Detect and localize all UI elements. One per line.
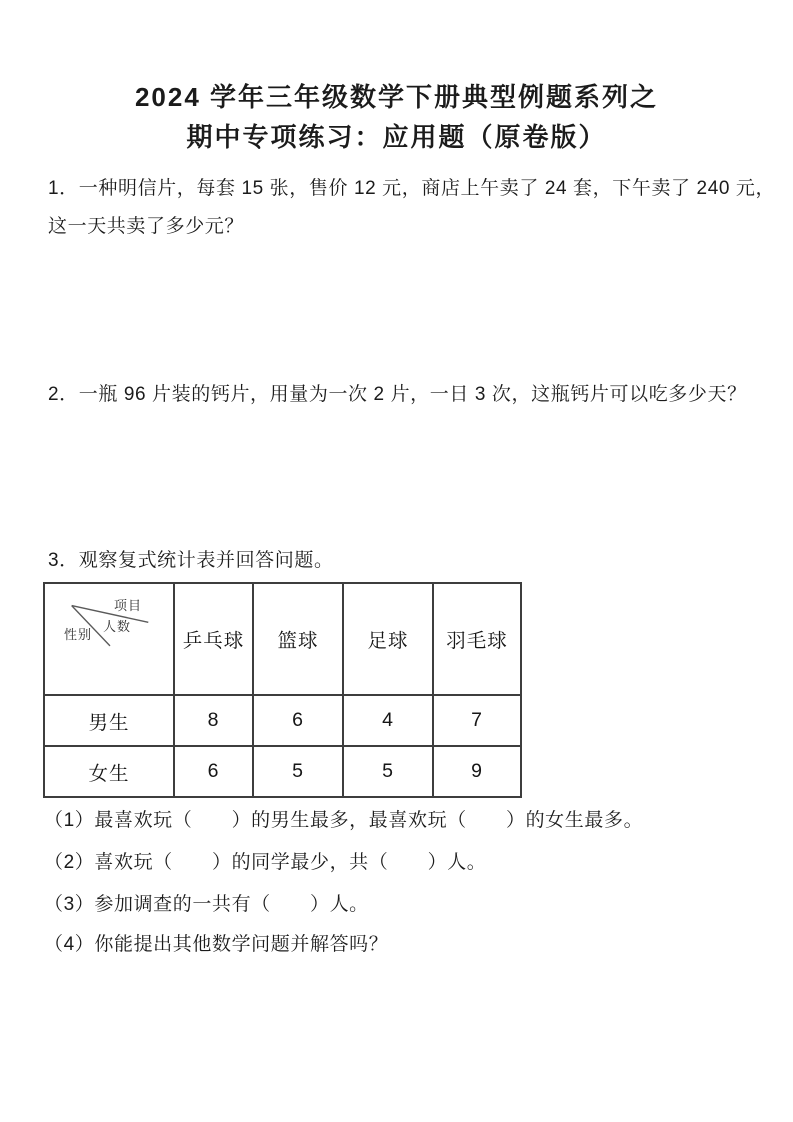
column-header-football: 足球 (343, 583, 433, 695)
question-1-text-line2: 这一天共卖了多少元？ (48, 216, 245, 237)
sub-question-4: （4）你能提出其他数学问题并解答吗？ (44, 934, 389, 955)
table-cell-boys-football: 4 (343, 695, 433, 746)
question-2-text: 2．一瓶 96 片装的钙片，用量为一次 2 片，一日 3 次，这瓶钙片可以吃多少天？ (48, 384, 747, 405)
sub-question-2: （2）喜欢玩（ ）的同学最少，共（ ）人。 (44, 852, 487, 873)
question-3-prompt: 3．观察复式统计表并回答问题。 (48, 550, 334, 571)
sub-question-1: （1）最喜欢玩（ ）的男生最多，最喜欢玩（ ）的女生最多。 (44, 810, 644, 831)
table-cell-girls-badminton: 9 (433, 746, 521, 797)
table-cell-girls-pingpong: 6 (174, 746, 253, 797)
row-label-boys: 男生 (44, 695, 174, 746)
corner-label-gender: 性别 (64, 627, 93, 642)
table-cell-girls-football: 5 (343, 746, 433, 797)
column-header-pingpong: 乒乓球 (174, 583, 253, 695)
table-cell-boys-basketball: 6 (253, 695, 343, 746)
table-row-boys (44, 695, 521, 746)
table-cell-boys-pingpong: 8 (174, 695, 253, 746)
table-row-girls (44, 746, 521, 797)
document-title-line1: 2024 学年三年级数学下册典型例题系列之 (134, 82, 659, 112)
document-title-line2: 期中专项练习：应用题（原卷版） (186, 122, 607, 152)
column-header-basketball: 篮球 (253, 583, 343, 695)
sub-question-3: （3）参加调查的一共有（ ）人。 (44, 894, 369, 915)
corner-label-project: 项目 (114, 598, 143, 613)
table-cell-boys-badminton: 7 (433, 695, 521, 746)
survey-statistics-table (43, 582, 522, 798)
column-header-badminton: 羽毛球 (433, 583, 521, 695)
diagonal-corner-cell (44, 583, 174, 695)
question-1-text-line1: 1．一种明信片，每套 15 张，售价 12 元，商店上午卖了 24 套，下午卖了 240 元， (48, 178, 776, 199)
table-header-row (44, 583, 521, 695)
row-label-girls: 女生 (44, 746, 174, 797)
corner-label-count: 人数 (103, 619, 132, 634)
table-cell-girls-basketball: 5 (253, 746, 343, 797)
